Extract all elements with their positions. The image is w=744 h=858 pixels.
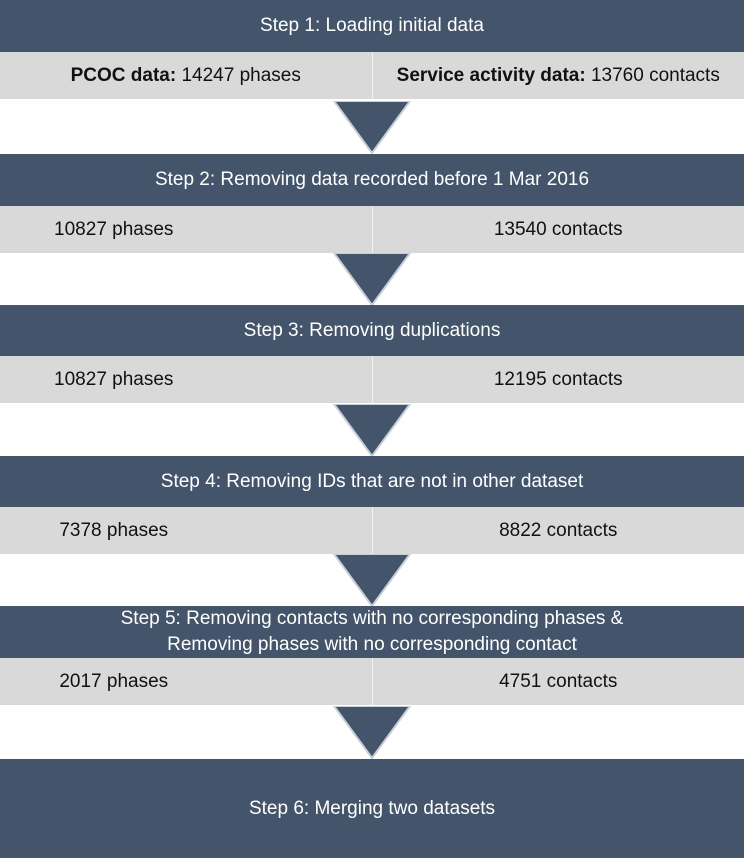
pcoc-data-text [71, 65, 301, 87]
pcoc-data-cell [0, 52, 373, 99]
pcoc-data-label: PCOC data: [70, 64, 177, 86]
step-4-contacts-cell [373, 507, 744, 554]
down-arrow-icon [332, 253, 412, 306]
step-1-title: Step 1: Loading initial data [260, 15, 484, 36]
step-5-title-line-2: Removing phases with no corresponding contact [167, 634, 577, 655]
step-1-data-row [0, 52, 744, 99]
step-6-header [0, 759, 744, 858]
step-3-title: Step 3: Removing duplications [243, 319, 501, 341]
step-4-data-row [0, 507, 744, 554]
step-4-phases-cell [0, 507, 373, 554]
service-activity-data-text [397, 65, 720, 87]
pcoc-data-value: 14247 phases [181, 64, 301, 86]
service-activity-data-cell [373, 52, 744, 99]
down-arrow-icon [332, 101, 412, 154]
step-4-contacts-value: 8822 contacts [499, 519, 618, 541]
step-2-phases-value: 10827 phases [54, 218, 174, 240]
step-3-header [0, 305, 744, 356]
step-6-title: Step 6: Merging two datasets [248, 797, 496, 819]
step-4-header [0, 456, 744, 507]
step-3-contacts-value: 12195 contacts [493, 368, 623, 390]
down-arrow-icon [332, 404, 412, 457]
step-2-contacts-cell [373, 206, 744, 253]
service-activity-data-value: 13760 contacts [590, 64, 720, 86]
step-3-phases-cell [0, 356, 373, 403]
step-3-data-row [0, 356, 744, 403]
step-2-data-row [0, 206, 744, 253]
step-5-phases-cell [0, 658, 373, 705]
step-1-header [0, 0, 744, 52]
step-3-contacts-cell [373, 356, 744, 403]
step-5-title-line-1: Step 5: Removing contacts with no corresponding phases & [120, 608, 624, 629]
step-5-contacts-cell [373, 658, 744, 705]
down-arrow-icon [332, 554, 412, 607]
step-5-data-row [0, 658, 744, 705]
step-2-contacts-value: 13540 contacts [493, 218, 623, 240]
service-activity-data-label: Service activity data: [396, 64, 586, 86]
step-4-title: Step 4: Removing IDs that are not in other dataset [160, 470, 584, 492]
step-4-phases-value: 7378 phases [59, 519, 169, 541]
step-3-phases-value: 10827 phases [54, 368, 174, 390]
step-5-contacts-value: 4751 contacts [499, 670, 618, 692]
step-5-phases-value: 2017 phases [59, 670, 169, 692]
step-5-header [0, 606, 744, 658]
down-arrow-icon [332, 706, 412, 759]
step-2-title: Step 2: Removing data recorded before 1 Mar 2016 [154, 169, 590, 190]
step-2-header [0, 154, 744, 206]
step-2-phases-cell [0, 206, 373, 253]
